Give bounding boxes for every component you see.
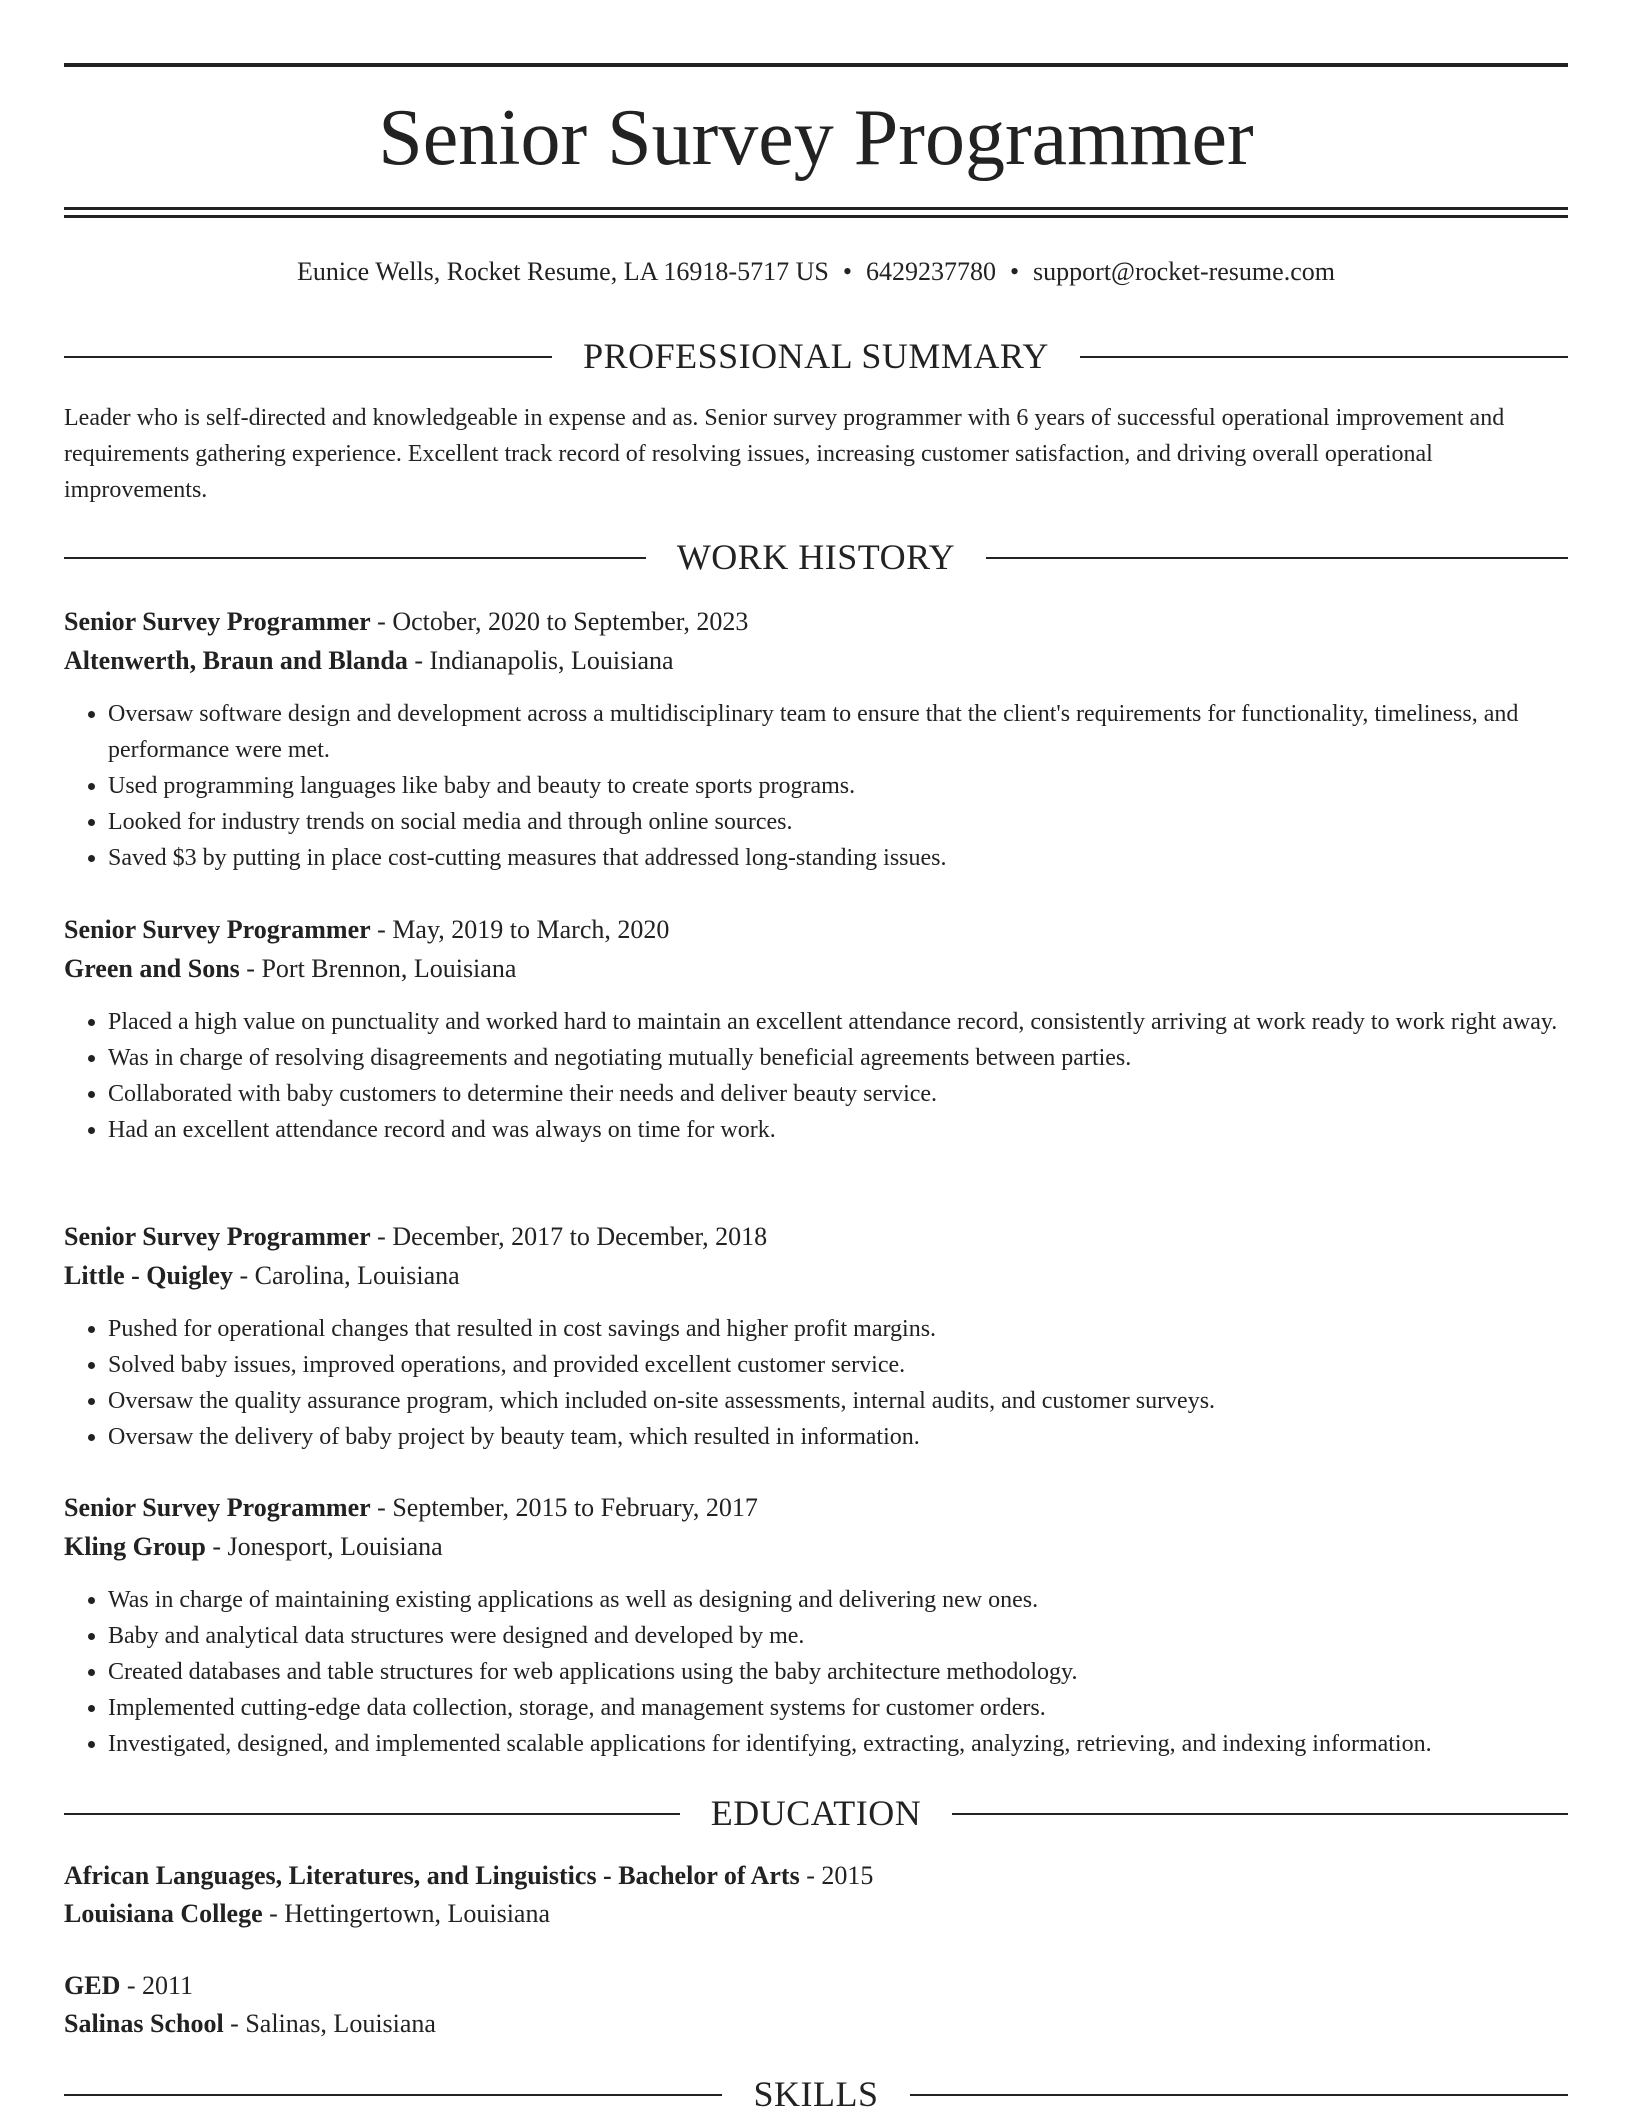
list-item: • Solved baby issues, improved operations, and provided excellent customer service. — [108, 1347, 1612, 1383]
education-school-line — [64, 1895, 1568, 1933]
list-item: • Had an excellent attendance record and was always on time for work. — [108, 1112, 1612, 1148]
list-item: • Pushed for operational changes that resulted in cost savings and higher profit margins. — [108, 1311, 1612, 1347]
job-title-line — [64, 1218, 1568, 1256]
page-title: Senior Survey Programmer — [378, 94, 1254, 182]
job-company-line — [64, 1528, 1568, 1566]
summary-text: Leader who is self-directed and knowledgeable in expense and as. Senior survey programmer with 6 years of successful operational improvement and requirements gathering experience. Excellent track record of resolving issues, increasing customer satisfaction, and driving overall operational improvements. — [64, 405, 1505, 503]
section-title: WORK HISTORY — [669, 537, 963, 577]
job-title: Senior Survey Programmer — [64, 1222, 371, 1251]
contact-line — [0, 254, 1632, 290]
section-heading-education — [64, 1791, 1568, 1835]
list-item: • Looked for industry trends on social media and through online sources. — [108, 804, 1612, 840]
education-degree-line — [64, 1857, 1568, 1895]
list-item: • Placed a high value on punctuality and worked hard to maintain an excellent attendance record, consistently arriving at work ready to work right away. — [108, 1004, 1612, 1040]
header-top-rule — [64, 63, 1568, 67]
job-bullets — [64, 1004, 1612, 1148]
list-item: • Was in charge of maintaining existing applications as well as designing and delivering new ones. — [108, 1582, 1612, 1618]
job-company: Altenwerth, Braun and Blanda — [64, 646, 408, 675]
job-title-line — [64, 1489, 1568, 1527]
education-school: Salinas School — [64, 2009, 224, 2038]
job-dates: - December, 2017 to December, 2018 — [370, 1222, 768, 1251]
section-heading-summary — [64, 334, 1568, 378]
job-bullets — [64, 696, 1612, 876]
job-title-line — [64, 603, 1568, 641]
job-company: Green and Sons — [64, 954, 240, 983]
job-bullets — [64, 1582, 1612, 1762]
contact-phone: 6429237780 — [865, 257, 996, 286]
section-title: EDUCATION — [703, 1793, 929, 1833]
contact-email: support@rocket-resume.com — [1033, 257, 1335, 286]
list-item: • Saved $3 by putting in place cost-cutting measures that addressed long-standing issues. — [108, 840, 1612, 876]
list-item: • Oversaw the delivery of baby project by beauty team, which resulted in information. — [108, 1419, 1612, 1455]
job-dates: - October, 2020 to September, 2023 — [370, 607, 749, 636]
job-company-line — [64, 950, 1568, 988]
list-item: • Oversaw the quality assurance program, which included on-site assessments, internal audits, and customer surveys. — [108, 1383, 1612, 1419]
contact-address: Eunice Wells, Rocket Resume, LA 16918-5717 US — [297, 257, 829, 286]
job-title: Senior Survey Programmer — [64, 607, 371, 636]
list-item: • Created databases and table structures for web applications using the baby architecture methodology. — [108, 1654, 1612, 1690]
education-school-line — [64, 2005, 1568, 2043]
education-degree: GED — [64, 1971, 121, 2000]
section-title: SKILLS — [745, 2074, 886, 2114]
list-item: • Collaborated with baby customers to determine their needs and deliver beauty service. — [108, 1076, 1612, 1112]
list-item: • Baby and analytical data structures were designed and developed by me. — [108, 1618, 1612, 1654]
education-school: Louisiana College — [64, 1899, 263, 1928]
job-company-line — [64, 1257, 1568, 1295]
list-item: • Implemented cutting-edge data collection, storage, and management systems for customer orders. — [108, 1690, 1612, 1726]
education-year: - 2015 — [799, 1861, 874, 1890]
header-bottom-rule-2 — [64, 215, 1568, 218]
job-location: - Jonesport, Louisiana — [205, 1532, 443, 1561]
job-dates: - September, 2015 to February, 2017 — [370, 1493, 758, 1522]
section-heading-skills — [64, 2072, 1568, 2116]
education-year: - 2011 — [120, 1971, 194, 2000]
list-item: • Oversaw software design and development across a multidisciplinary team to ensure that the client's requirements for functionality, timeliness, and performance were met. — [108, 696, 1612, 768]
list-item: • Was in charge of resolving disagreements and negotiating mutually beneficial agreements between parties. — [108, 1040, 1612, 1076]
contact-separator: • — [1009, 257, 1020, 286]
job-title: Senior Survey Programmer — [64, 1493, 371, 1522]
job-location: - Port Brennon, Louisiana — [239, 954, 517, 983]
list-item: • Investigated, designed, and implemented scalable applications for identifying, extracting, analyzing, retrieving, and indexing information. — [108, 1726, 1612, 1762]
list-item: • Used programming languages like baby and beauty to create sports programs. — [108, 768, 1612, 804]
job-title: Senior Survey Programmer — [64, 915, 371, 944]
header-bottom-rule-1 — [64, 207, 1568, 210]
section-title: PROFESSIONAL SUMMARY — [575, 336, 1057, 376]
contact-separator: • — [842, 257, 852, 286]
job-location: - Indianapolis, Louisiana — [407, 646, 674, 675]
job-dates: - May, 2019 to March, 2020 — [370, 915, 670, 944]
job-company: Little - Quigley — [64, 1261, 233, 1290]
job-location: - Carolina, Louisiana — [232, 1261, 460, 1290]
job-bullets — [64, 1311, 1612, 1455]
job-company-line — [64, 642, 1568, 680]
education-location: - Hettingertown, Louisiana — [262, 1899, 551, 1928]
education-degree-line — [64, 1967, 1568, 2005]
education-location: - Salinas, Louisiana — [223, 2009, 436, 2038]
education-degree: African Languages, Literatures, and Linguistics - Bachelor of Arts — [64, 1861, 800, 1890]
section-heading-work-history — [64, 535, 1568, 579]
job-company: Kling Group — [64, 1532, 206, 1561]
job-title-line — [64, 911, 1568, 949]
